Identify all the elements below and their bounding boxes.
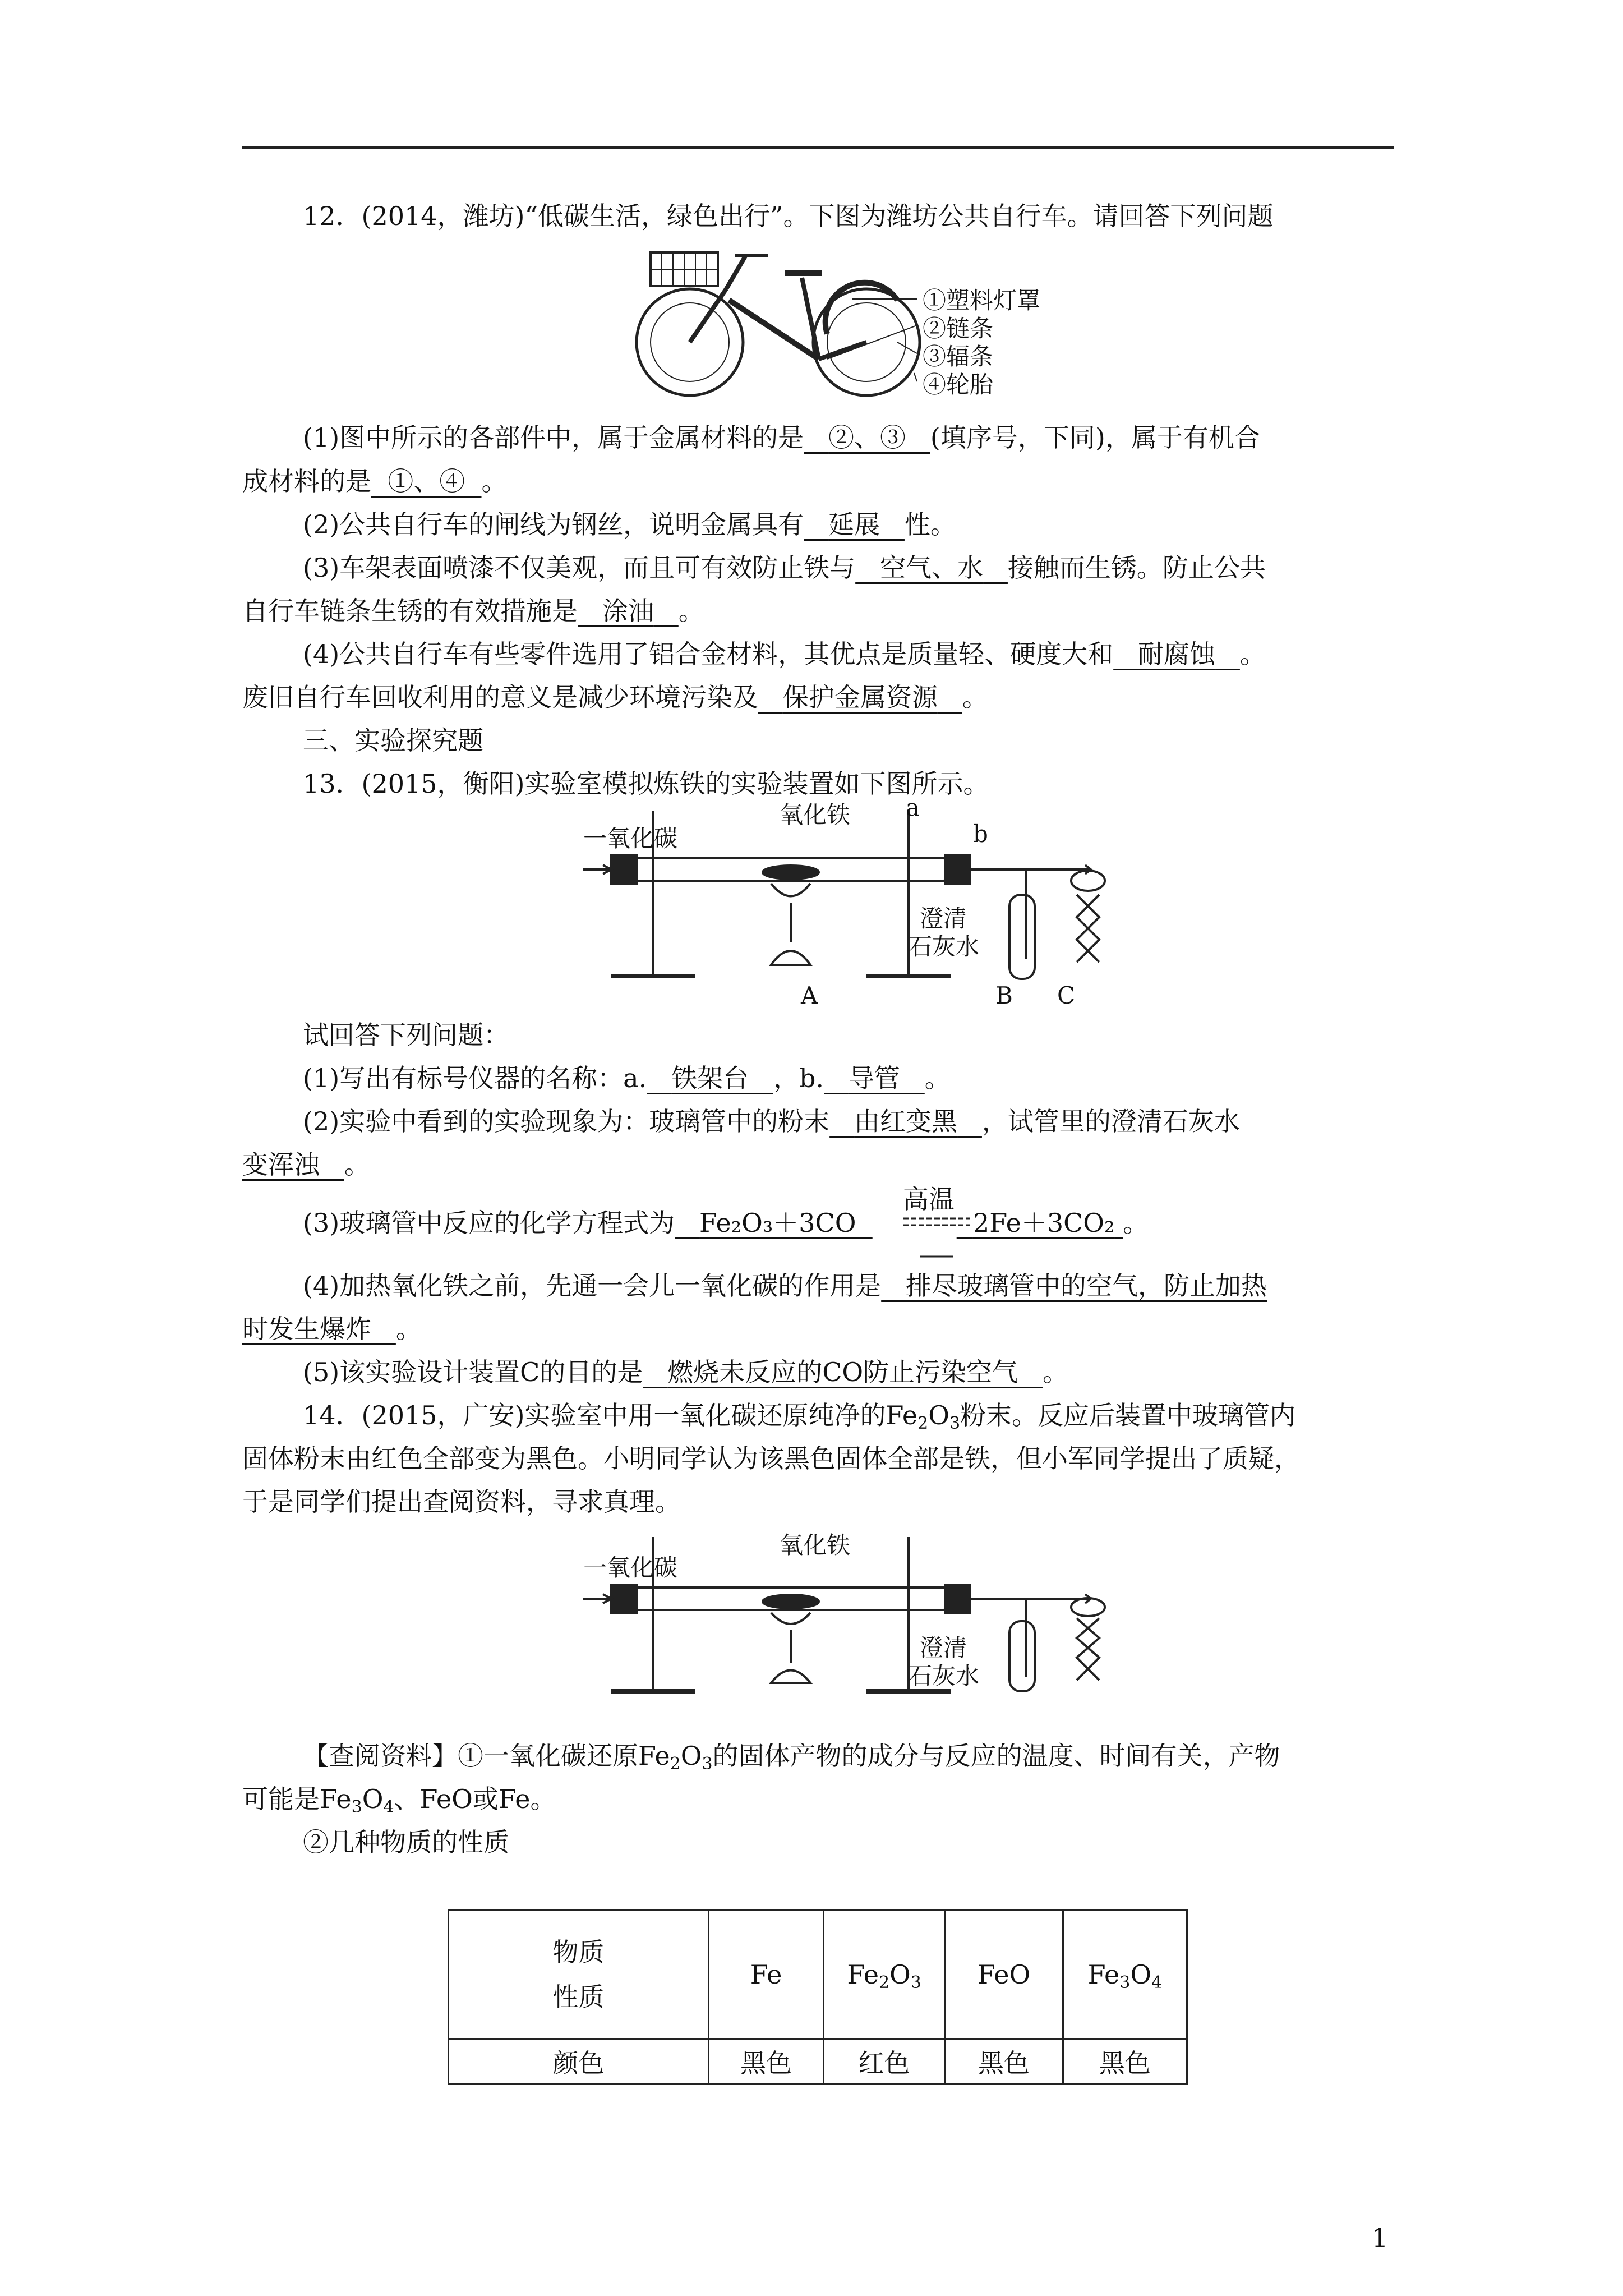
q12-text: 自行车链条生锈的有效措施是 [242, 596, 578, 626]
q12-text: 。 [481, 466, 508, 496]
answer-text: 由红变黑 [854, 1106, 958, 1137]
table-row [449, 2039, 1187, 2084]
q12-answer-resources [758, 682, 962, 712]
q14-ref-line2 [242, 1782, 556, 1816]
answer-text: 导管 [848, 1063, 900, 1093]
fig1-label-a: a [906, 794, 920, 821]
q12-answer-corrosion [1113, 639, 1240, 669]
q12-answer-ductility [804, 509, 905, 540]
part-label-tire: ④轮胎 [923, 371, 994, 398]
q14-ref-line3: ②几种物质的性质 [303, 1827, 509, 1857]
q13-answer-color-change [829, 1106, 982, 1137]
table-cell: 黑色 [1063, 2039, 1187, 2084]
q14-text: 、FeO或Fe。 [394, 1784, 556, 1814]
q13-line3 [242, 1148, 370, 1181]
table-cell: 黑色 [709, 2039, 824, 2084]
fig2-fe2o3-label: 氧化铁 [780, 1531, 851, 1559]
q14-text: 【查阅资料】①一氧化碳还原Fe [303, 1741, 670, 1771]
fig1-label-B: B [995, 982, 1013, 1009]
q13-line1 [303, 1061, 951, 1095]
page-number: 1 [1372, 2223, 1389, 2253]
q14-line1 [303, 1398, 1295, 1432]
q12-text: 成材料的是 [242, 466, 371, 496]
q13-title: 13．(2015，衡阳)实验室模拟炼铁的实验装置如下图所示。 [303, 769, 989, 799]
answer-text: 排尽玻璃管中的空气，防止加热 [906, 1271, 1267, 1301]
q13-answer-stand [647, 1063, 773, 1093]
q13-answer-device-c [643, 1357, 1043, 1387]
subscript: 3 [1119, 1972, 1131, 1993]
q13-intro: 试回答下列问题： [303, 1020, 509, 1050]
table-cell: 红色 [823, 2039, 944, 2084]
q13-text: (4)加热氧化铁之前，先通一会儿一氧化碳的作用是 [303, 1271, 882, 1301]
subscript: 3 [351, 1797, 362, 1817]
q12-line6 [303, 637, 1266, 671]
table-cell [945, 1910, 1063, 2039]
q14-text: O [928, 1400, 949, 1430]
q12-line2 [242, 464, 508, 498]
answer-text: ①、④ [388, 466, 465, 496]
answer-text: 燃烧未反应的CO防止污染空气 [667, 1357, 1018, 1387]
answer-text: 保护金属资源 [782, 682, 938, 712]
q13-text: 。 [395, 1314, 422, 1344]
table-col-fe3o4: Fe [1087, 1959, 1120, 1990]
q12-text: (填序号，下同)，属于有机合 [930, 422, 1260, 453]
fig2-limewater-label-1: 澄清 [920, 1634, 967, 1662]
answer-text: 空气、水 [880, 553, 984, 583]
fig2-co-label: 一氧化碳 [583, 1554, 678, 1581]
fig1-fe2o3-label: 氧化铁 [780, 801, 851, 829]
section-heading: 三、实验探究题 [303, 725, 483, 756]
q13-text: (3)玻璃管中反应的化学方程式为 [303, 1208, 675, 1238]
q13-equation-left [675, 1208, 873, 1238]
table-cell: $Fe_3O_4$ [1063, 1910, 1187, 2039]
answer-text: 变浑浊 [242, 1149, 320, 1180]
q13-line4 [303, 1206, 1149, 1240]
q13-text: ，b. [773, 1063, 824, 1093]
subscript: 3 [910, 1972, 921, 1993]
q12-answer-organic [371, 466, 482, 496]
q12-text: 废旧自行车回收利用的意义是减少环境污染及 [242, 682, 758, 712]
fig1-co-label: 一氧化碳 [583, 825, 678, 852]
q12-text: 。 [678, 596, 704, 626]
q13-text: 。 [344, 1149, 370, 1180]
fig1-label-C: C [1057, 982, 1076, 1009]
table-row-label: 颜色 [449, 2039, 709, 2084]
q12-line3 [303, 508, 956, 541]
fig1-label-b: b [973, 820, 988, 848]
part-label-spoke: ③辐条 [923, 343, 994, 370]
q13-line5 [303, 1269, 1267, 1303]
q13-answer-tube [824, 1063, 925, 1093]
q12-text: 。 [1239, 639, 1266, 669]
properties-table [448, 1909, 1188, 2085]
q12-line5 [242, 594, 704, 628]
answer-text: 2Fe＋3CO₂ [972, 1208, 1115, 1238]
answer-text: 涂油 [602, 596, 654, 626]
q14-text: 的固体产物的成分与反应的温度、时间有关，产物 [712, 1741, 1280, 1771]
equation-equals-sign [900, 1212, 973, 1262]
q12-answer-oil [578, 596, 679, 626]
q12-text: (3)车架表面喷漆不仅美观，而且可有效防止铁与 [303, 553, 856, 583]
table-cell [709, 1910, 824, 2039]
q14-ref-line1 [303, 1739, 1280, 1773]
table-cell: $Fe_2O_3$ [823, 1910, 944, 2039]
table-header-property: 性质 [552, 1981, 605, 2012]
q14-text: O [680, 1741, 702, 1771]
q14-text: O [362, 1784, 384, 1814]
q12-answer-air-water [855, 553, 1008, 583]
q13-text: ，试管里的澄清石灰水 [981, 1106, 1240, 1137]
fig2-limewater-label-2: 石灰水 [909, 1662, 980, 1690]
table-col-feo: FeO [977, 1959, 1031, 1990]
q14-line2: 固体粉末由红色全部变为黑色。小明同学认为该黑色固体全部是铁，但小军同学提出了质疑， [242, 1443, 1300, 1474]
part-label-chain: ②链条 [923, 315, 994, 342]
q12-text: 。 [962, 682, 988, 712]
q12-answer-metal [804, 422, 930, 453]
q13-text: (1)写出有标号仪器的名称：a. [303, 1063, 647, 1093]
q14-text: 可能是Fe [242, 1784, 352, 1814]
q13-answer-turbid [242, 1149, 344, 1180]
q13-answer-purpose [881, 1271, 1267, 1301]
subscript: 4 [1151, 1972, 1163, 1993]
q13-answer-purpose-cont [242, 1314, 396, 1344]
q13-equation-condition: 高温 [903, 1184, 955, 1214]
answer-text: 耐腐蚀 [1138, 639, 1216, 669]
q14-line3: 于是同学们提出查阅资料，寻求真理。 [242, 1487, 681, 1517]
q13-line6 [242, 1312, 422, 1346]
table-col-fe: Fe [750, 1959, 782, 1990]
answer-text: 延展 [828, 509, 880, 540]
q12-line1 [303, 421, 1260, 454]
fig1-limewater-label-1: 澄清 [920, 905, 967, 932]
subscript: 2 [878, 1972, 890, 1993]
q12-text: 性。 [904, 509, 956, 540]
subscript: 3 [949, 1414, 961, 1433]
q13-text: (2)实验中看到的实验现象为：玻璃管中的粉末 [303, 1106, 830, 1137]
q13-line2 [303, 1105, 1240, 1138]
answer-text: 时发生爆炸 [242, 1314, 371, 1344]
q14-text: 粉末。反应后装置中玻璃管内 [960, 1400, 1296, 1430]
fig1-label-A: A [801, 982, 818, 1009]
q12-line4 [303, 551, 1266, 585]
subscript: 3 [702, 1754, 713, 1774]
table-header-substance: 物质 [552, 1936, 605, 1967]
answer-text: Fe₂O₃＋3CO [699, 1208, 856, 1238]
q13-equation-right [957, 1208, 1123, 1238]
q12-text: (4)公共自行车有些零件选用了铝合金材料，其优点是质量轻、硬度大和 [303, 639, 1114, 669]
q12-text: (2)公共自行车的闸线为钢丝，说明金属具有 [303, 509, 804, 540]
q13-text: (5)该实验设计装置C的目的是 [303, 1357, 643, 1387]
q13-text: 。 [924, 1063, 951, 1093]
q12-text: (1)图中所示的各部件中，属于金属材料的是 [303, 422, 804, 453]
table-col-fe2o3: Fe [847, 1959, 879, 1990]
table-cell: 黑色 [945, 2039, 1063, 2084]
part-label-lamp: ①塑料灯罩 [923, 287, 1041, 314]
q12-text: 接触而生锈。防止公共 [1007, 553, 1266, 583]
bicycle-figure [634, 238, 1116, 404]
subscript: 4 [383, 1797, 394, 1817]
fig1-limewater-label-2: 石灰水 [909, 933, 980, 960]
q12-line7 [242, 680, 988, 714]
subscript: 2 [917, 1414, 929, 1433]
header-rule [242, 146, 1394, 149]
q13-text: 。 [1043, 1357, 1069, 1387]
q13-text: 。 [1123, 1208, 1149, 1238]
subscript: 2 [670, 1754, 681, 1774]
q13-line7 [303, 1355, 1068, 1389]
table-header-cell [449, 1910, 709, 2039]
table-header-row [449, 1910, 1187, 2039]
answer-text: ②、③ [828, 422, 906, 453]
q12-title: 12．(2014，潍坊)“低碳生活，绿色出行”。下图为潍坊公共自行车。请回答下列问题 [303, 201, 1274, 231]
answer-text: 铁架台 [671, 1063, 749, 1093]
q14-text: 14．(2015，广安)实验室中用一氧化碳还原纯净的Fe [303, 1400, 918, 1430]
